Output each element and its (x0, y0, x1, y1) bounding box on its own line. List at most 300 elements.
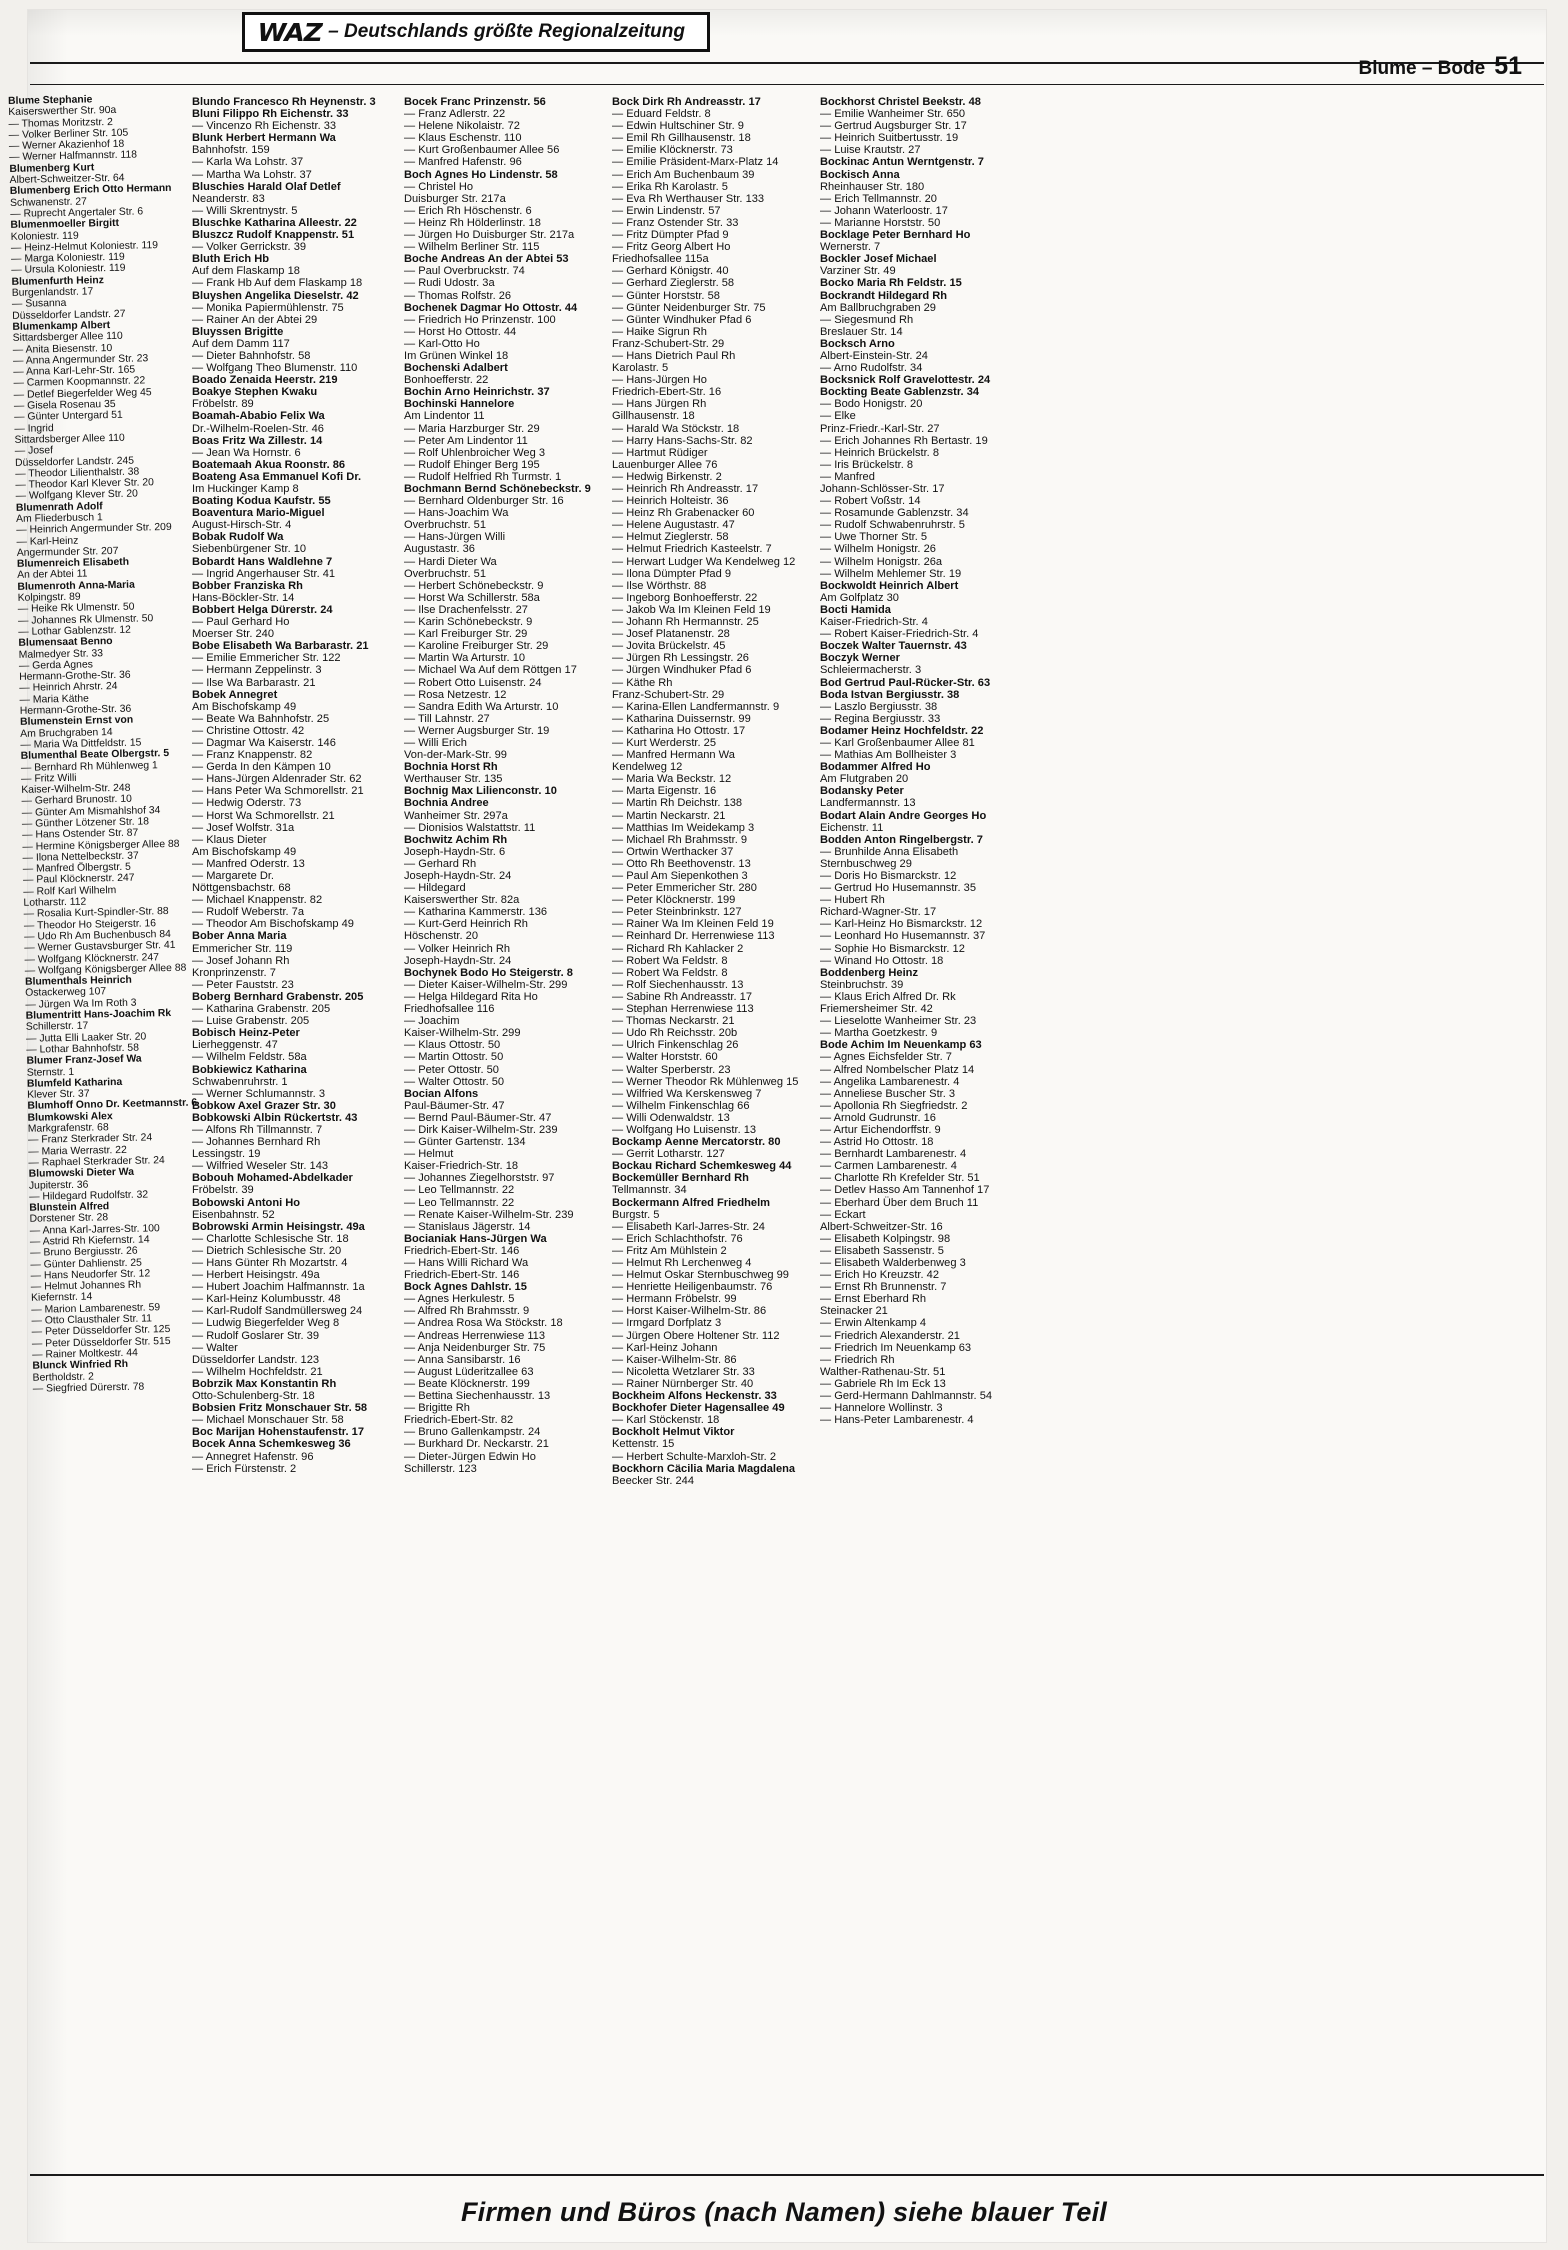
directory-entry-member: — Heinz Rh Hölderlinstr. 18 (404, 217, 598, 229)
directory-entry-member: — Elisabeth Kolpingstr. 98 (820, 1233, 1020, 1245)
directory-entry-address: Bonhoefferstr. 22 (404, 374, 489, 387)
directory-entry-member: — Hans-Jürgen Ho (612, 374, 806, 386)
directory-entry-address: Kaiserswerther Str. 82a (404, 894, 520, 907)
directory-entry-address: Albert-Schweitzer-Str. 64 (9, 172, 125, 187)
directory-entry-member: — Wilhelm Honigstr. 26 (820, 543, 1020, 555)
directory-entry-address: Kaiser-Friedrich-Str. 18 (404, 1160, 519, 1173)
directory-entry-member: — Elisabeth Karl-Jarres-Str. 24 (612, 1221, 806, 1233)
directory-entry-member: — Frank Hb Auf dem Flaskamp 18 (192, 277, 390, 289)
directory-entry-member: — Katharina Ho Ottostr. 17 (612, 725, 806, 737)
directory-entry-member: — Dagmar Wa Kaiserstr. 146 (192, 737, 390, 749)
directory-entry-member: — Rainer Nürnberger Str. 40 (612, 1378, 806, 1390)
directory-entry-member: — Ilse Drachenfelsstr. 27 (404, 604, 598, 616)
directory-entry-member: — Christel Ho (404, 181, 598, 193)
directory-entry-member: — Günter Gartenstr. 134 (404, 1136, 598, 1148)
directory-entry-member: — Johann Rh Hermannstr. 25 (612, 616, 806, 628)
directory-entry-name: Boating Kodua Kaufstr. 55 (192, 495, 331, 508)
directory-entry-name: Blundo Francesco Rh Heynenstr. 3 (192, 96, 376, 108)
directory-entry-member: — Heike Rk Ulmenstr. 50 (18, 601, 188, 616)
directory-entry-name: Bockrandt Hildegard Rh (820, 289, 947, 302)
directory-entry-address: Hermann-Grothe-Str. 36 (19, 703, 132, 717)
directory-entry-member: — Carmen Koopmannstr. 22 (13, 375, 183, 390)
directory-entry-member: — Edwin Hultschiner Str. 9 (612, 120, 806, 132)
directory-entry-name: Bockheim Alfons Heckenstr. 33 (612, 1390, 777, 1403)
directory-entry-member: — Walter Sperberstr. 23 (612, 1064, 806, 1076)
directory-entry-name: Blumenroth Anna-Maria (17, 579, 135, 593)
directory-entry-name: Bluszcz Rudolf Knappenstr. 51 (192, 229, 355, 242)
directory-entry-name: Blumhoff Onno Dr. Keetmannstr. 6 (27, 1097, 198, 1113)
directory-entry-member: — Horst Kaiser-Wilhelm-Str. 86 (612, 1305, 806, 1317)
directory-entry-member: — Gerhard Königstr. 40 (612, 265, 806, 277)
directory-entry-name: Bluschies Harald Olaf Detlef (192, 180, 341, 193)
directory-entry-name: Boamah-Ababio Felix Wa (192, 410, 325, 423)
directory-entry-member: — Beate Wa Bahnhofstr. 25 (192, 713, 390, 725)
directory-entry-name: Bockwoldt Heinrich Albert (820, 579, 959, 592)
directory-entry-member: — Hubert Joachim Halfmannstr. 1a (192, 1281, 390, 1293)
directory-entry-address: Otto-Schulenberg-Str. 18 (192, 1390, 315, 1403)
directory-entry-member: — Susanna (12, 296, 182, 311)
directory-entry-member: — Helmut Zieglerstr. 58 (612, 531, 806, 543)
directory-entry-member: — Marion Lambarenestr. 59 (31, 1301, 201, 1316)
directory-entry-member: — Alfons Rh Tillmannstr. 7 (192, 1124, 390, 1136)
directory-entry-member: — Günter Horststr. 58 (612, 290, 806, 302)
directory-entry-member: — Katharina Grabenstr. 205 (192, 1003, 390, 1015)
directory-entry-member: — Brunhilde Anna Elisabeth (820, 846, 1020, 858)
directory-entry-address: Schillerstr. 17 (25, 1020, 89, 1034)
directory-entry-member: — Maria Werrastr. 22 (28, 1143, 198, 1158)
directory-entry-member: — Arnold Gudrunstr. 16 (820, 1112, 1020, 1124)
directory-entry-member: — Udo Rh Reichsstr. 20b (612, 1027, 806, 1039)
directory-entry-member: — Doris Ho Bismarckstr. 12 (820, 870, 1020, 882)
directory-entry-address: Schleiermacherstr. 3 (820, 664, 922, 677)
directory-entry-member: — Ilse Wa Barbarastr. 21 (192, 677, 390, 689)
directory-entry-member: — Michael Monschauer Str. 58 (192, 1414, 390, 1426)
directory-entry-name: Bobbert Helga Dürerstr. 24 (192, 603, 333, 616)
directory-entry-member: — Herbert Schönebeckstr. 9 (404, 580, 598, 592)
directory-entry-member: — Robert Otto Luisenstr. 24 (404, 677, 598, 689)
directory-entry-member: — Jürgen Wa Im Roth 3 (25, 996, 195, 1011)
directory-entry-name: Bockler Josef Michael (820, 253, 937, 266)
directory-entry-member: — Jürgen Obere Holtener Str. 112 (612, 1330, 806, 1342)
directory-entry-address: Kolpingstr. 89 (17, 591, 81, 604)
directory-entry-member: — Willi Skrentnystr. 5 (192, 205, 390, 217)
directory-entry-member: — Robert Voßstr. 14 (820, 495, 1020, 507)
directory-entry-member: — Rainer Moltkestr. 44 (32, 1346, 202, 1361)
directory-entry-member: — Gertrud Ho Husemannstr. 35 (820, 882, 1020, 894)
directory-entry-member: — Rosamunde Gablenzstr. 34 (820, 507, 1020, 519)
directory-entry-member: — Karla Wa Lohstr. 37 (192, 156, 390, 168)
directory-entry-address: Sittardsberger Allee 110 (12, 331, 123, 345)
directory-entry-member: — Wilhelm Feldstr. 58a (192, 1051, 390, 1063)
directory-entry-address: Duisburger Str. 217a (404, 192, 506, 205)
directory-entry-member: — Rudolf Weberstr. 7a (192, 906, 390, 918)
directory-entry-name: Bockhofer Dieter Hagensallee 49 (612, 1402, 785, 1415)
directory-entry-member: — Lieselotte Wanheimer Str. 23 (820, 1015, 1020, 1027)
directory-entry-member: — Renate Kaiser-Wilhelm-Str. 239 (404, 1209, 598, 1221)
directory-entry-member: — Paul Overbruckstr. 74 (404, 265, 598, 277)
directory-entry-member: — Jürgen Windhuker Pfad 6 (612, 664, 806, 676)
directory-entry-member: — Fritz Willi (21, 770, 191, 785)
directory-entry-member: — Emilie Präsident-Marx-Platz 14 (612, 156, 806, 168)
directory-entry-member: — Kurt Großenbaumer Allee 56 (404, 144, 598, 156)
directory-entry-member: — Ingrid Angerhauser Str. 41 (192, 568, 390, 580)
directory-entry-member: — Anja Neidenburger Str. 75 (404, 1342, 598, 1354)
directory-entry-member: — Rosalia Kurt-Spindler-Str. 88 (24, 906, 194, 921)
directory-entry-name: Bobrowski Armin Heisingstr. 49a (192, 1220, 365, 1233)
directory-entry-name: Bochnig Max Lilienconstr. 10 (404, 785, 557, 798)
directory-entry-member: — Ursula Koloniestr. 119 (11, 262, 181, 277)
directory-entry-member: — Siegesmund Rh (820, 314, 1020, 326)
directory-entry-member: — Hartmut Rüdiger (612, 447, 806, 459)
directory-entry-name: Bobowski Antoni Ho (192, 1196, 301, 1209)
directory-entry-member: — Jürgen Ho Duisburger Str. 217a (404, 229, 598, 241)
directory-entry-name: Boche Andreas An der Abtei 53 (404, 253, 569, 266)
directory-entry-name: Bocian Alfons (404, 1087, 479, 1100)
directory-entry-member: — Michael Rh Brahmsstr. 9 (612, 834, 806, 846)
directory-entry-member: — Gerd-Hermann Dahlmannstr. 54 (820, 1390, 1020, 1402)
directory-entry-name: Blumenstein Ernst von (19, 715, 134, 729)
directory-entry-name: Boaventura Mario-Miguel (192, 507, 325, 520)
directory-entry-member: — Hans Neudorfer Str. 12 (31, 1267, 201, 1282)
directory-entry-address: Hans-Böckler-Str. 14 (192, 591, 295, 604)
directory-entry-name: Boberg Bernhard Grabenstr. 205 (192, 990, 364, 1003)
directory-entry-member: — Thomas Moritzstr. 2 (8, 115, 178, 130)
directory-entry-member: — Martin Neckarstr. 21 (612, 810, 806, 822)
directory-entry-member: — Brigitte Rh (404, 1402, 598, 1414)
directory-entry-member: — Ernst Eberhard Rh (820, 1293, 1020, 1305)
directory-entry-member: — Detlev Hasso Am Tannenhof 17 (820, 1184, 1020, 1196)
directory-entry-address: Siebenbürgener Str. 10 (192, 543, 307, 556)
directory-entry-member: — Hans-Jürgen Willi (404, 531, 598, 543)
directory-entry-member: — Joachim (404, 1015, 598, 1027)
directory-entry-member: — Walter Ottostr. 50 (404, 1076, 598, 1088)
directory-entry-member: — Richard Rh Kahlacker 2 (612, 943, 806, 955)
directory-entry-member: — Helmut Johannes Rh (31, 1279, 201, 1294)
directory-entry-member: — Klaus Dieter (192, 834, 390, 846)
directory-entry-name: Boczyk Werner (820, 652, 900, 665)
directory-entry-address: Ostackerweg 107 (25, 986, 107, 1000)
directory-entry-member: — Ulrich Finkenschlag 26 (612, 1039, 806, 1051)
directory-entry-member: — Dirk Kaiser-Wilhelm-Str. 239 (404, 1124, 598, 1136)
directory-entry-address: Wanheimer Str. 297a (404, 809, 508, 822)
directory-entry-name: Bocek Anna Schemkesweg 36 (192, 1438, 351, 1451)
directory-entry-member: — Gerhard Zieglerstr. 58 (612, 277, 806, 289)
directory-entry-name: Bochynek Bodo Ho Steigerstr. 8 (404, 966, 573, 979)
directory-entry-address: Kronprinzenstr. 7 (192, 966, 276, 979)
directory-entry-member: — Bettina Siechenhausstr. 13 (404, 1390, 598, 1402)
directory-entry-member: — Martin Ottostr. 50 (404, 1051, 598, 1063)
directory-entry-member: — Eckart (820, 1209, 1020, 1221)
directory-entry-name: Bockholt Helmut Viktor (612, 1426, 735, 1439)
directory-entry-address: Wernerstr. 7 (820, 241, 881, 254)
directory-entry-member: — Thomas Rolfstr. 26 (404, 290, 598, 302)
directory-entry-member: — Katharina Kammerstr. 136 (404, 906, 598, 918)
directory-entry-name: Bockhorn Cäcilia Maria Magdalena (612, 1462, 796, 1475)
directory-entry-member: — Fritz Georg Albert Ho (612, 241, 806, 253)
directory-entry-address: Werthauser Str. 135 (404, 773, 503, 786)
directory-entry-member: — Hans Ostender Str. 87 (22, 827, 192, 842)
directory-entry-member: — Astrid Ho Ottostr. 18 (820, 1136, 1020, 1148)
directory-entry-address: Kaiser-Wilhelm-Str. 299 (404, 1027, 521, 1040)
directory-entry-member: — Andrea Rosa Wa Stöckstr. 18 (404, 1317, 598, 1329)
directory-entry-member: — Friedrich Ho Prinzenstr. 100 (404, 314, 598, 326)
directory-entry-member: — Annegret Hafenstr. 96 (192, 1451, 390, 1463)
waz-logo: WAZ (257, 17, 322, 47)
directory-entry-address: Im Grünen Winkel 18 (404, 349, 509, 362)
directory-entry-member: — Iris Brückelstr. 8 (820, 459, 1020, 471)
directory-entry-member: — Johannes Bernhard Rh (192, 1136, 390, 1148)
directory-entry-member: — Dionisios Walstattstr. 11 (404, 822, 598, 834)
directory-entry-member: — Wilhelm Mehlemer Str. 19 (820, 568, 1020, 580)
directory-entry-address: Rheinhauser Str. 180 (820, 180, 925, 193)
directory-entry-member: — Ilona Nettelbeckstr. 37 (23, 849, 193, 864)
directory-entry-name: Bocko Maria Rh Feldstr. 15 (820, 277, 962, 290)
directory-entry-address: Burgstr. 5 (612, 1208, 660, 1221)
directory-entry-member: — Kaiser-Wilhelm-Str. 86 (612, 1354, 806, 1366)
directory-entry-member: — Paul Klöcknerstr. 247 (23, 872, 193, 887)
directory-entry-address: Schwabenruhrstr. 1 (192, 1075, 288, 1088)
directory-entry-member: — Werner Halfmannstr. 118 (9, 149, 179, 164)
page-header-right (1358, 52, 1522, 81)
directory-entry-member: — Karl-Heinz Kolumbusstr. 48 (192, 1293, 390, 1305)
directory-entry-member: — Margarete Dr. (192, 870, 390, 882)
directory-entry-member: — Michael Wa Auf dem Röttgen 17 (404, 664, 598, 676)
directory-entry-member: — Erich Fürstenstr. 2 (192, 1463, 390, 1475)
directory-entry-name: Bodansky Peter (820, 785, 904, 798)
directory-entry-address: Lessingstr. 19 (192, 1148, 261, 1161)
directory-entry-member: — Wolfgang Ho Luisenstr. 13 (612, 1124, 806, 1136)
directory-entry-member: — Marta Eigenstr. 16 (612, 785, 806, 797)
directory-entry-member: — Heinrich Ahrstr. 24 (19, 680, 189, 695)
directory-entry-name: Bockhorst Christel Beekstr. 48 (820, 96, 981, 108)
directory-entry-name: Bobkow Axel Grazer Str. 30 (192, 1099, 336, 1112)
directory-entry-member: — Hans-Joachim Wa (404, 507, 598, 519)
directory-entry-address: Bahnhofstr. 159 (192, 144, 270, 157)
directory-entry-member: — Karoline Freiburger Str. 29 (404, 640, 598, 652)
directory-entry-name: Bodden Anton Ringelbergstr. 7 (820, 833, 983, 846)
directory-entry-member: — Hans Willi Richard Wa (404, 1257, 598, 1269)
directory-entry-member: — Helmut Friedrich Kasteelstr. 7 (612, 543, 806, 555)
directory-entry-member: — Manfred Oderstr. 13 (192, 858, 390, 870)
directory-entry-member: — Agnes Herkulestr. 5 (404, 1293, 598, 1305)
directory-entry-address: Malmedyer Str. 33 (18, 647, 104, 661)
directory-entry-member: — Marga Koloniestr. 119 (11, 251, 181, 266)
footer-note: Firmen und Büros (nach Namen) siehe blauer Teil (460, 2197, 1108, 2227)
directory-entry-address: Von-der-Mark-Str. 99 (404, 749, 507, 762)
directory-entry-member: — Peter Düsseldorfer Str. 125 (32, 1324, 202, 1339)
directory-entry-name: Boda Istvan Bergiusstr. 38 (820, 688, 960, 701)
directory-entry-member: — Peter Klöcknerstr. 199 (612, 894, 806, 906)
directory-entry-member: — Bernhard Rh Mühlenweg 1 (21, 759, 191, 774)
directory-entry-name: Bockinac Antun Werntgenstr. 7 (820, 156, 984, 169)
directory-entry-name: Bodammer Alfred Ho (820, 761, 931, 774)
directory-entry-member: — Hedwig Oderstr. 73 (192, 797, 390, 809)
directory-entry-member: — Hildegard (404, 882, 598, 894)
directory-entry-member: — Erich Ho Kreuzstr. 42 (820, 1269, 1020, 1281)
directory-entry-address: Eichenstr. 11 (820, 821, 884, 834)
directory-entry-name: Boas Fritz Wa Zillestr. 14 (192, 434, 323, 447)
directory-entry-member: — Elke (820, 410, 1020, 422)
directory-entry-member: — Herbert Schulte-Marxloh-Str. 2 (612, 1451, 806, 1463)
directory-entry-address: Sittardsberger Allee 110 (14, 432, 125, 446)
directory-entry-name: Bocksnick Rolf Gravelottestr. 24 (820, 374, 991, 387)
directory-entry-member: — Maria Wa Beckstr. 12 (612, 773, 806, 785)
directory-entry-member: — Beate Klöcknerstr. 199 (404, 1378, 598, 1390)
directory-entry-member: — Stanislaus Jägerstr. 14 (404, 1221, 598, 1233)
directory-entry-member: — Karl Freiburger Str. 29 (404, 628, 598, 640)
directory-entry-member: — Robert Kaiser-Friedrich-Str. 4 (820, 628, 1020, 640)
directory-entry-member: — Herwart Ludger Wa Kendelweg 12 (612, 556, 806, 568)
directory-entry-member: — Rudolf Goslarer Str. 39 (192, 1330, 390, 1342)
directory-entry-member: — Horst Wa Schmorellstr. 21 (192, 810, 390, 822)
directory-entry-address: Karolastr. 5 (612, 362, 669, 375)
directory-entry-name: Boddenberg Heinz (820, 966, 918, 979)
directory-entry-member: — Martha Wa Lohstr. 37 (192, 169, 390, 181)
directory-entry-member: — Kurt Werderstr. 25 (612, 737, 806, 749)
directory-entry-member: — Burkhard Dr. Neckarstr. 21 (404, 1438, 598, 1450)
directory-entry-address: Lierheggenstr. 47 (192, 1039, 278, 1052)
directory-entry-member: — Peter Düsseldorfer Str. 515 (32, 1335, 202, 1350)
directory-entry-member: — Monika Papiermühlenstr. 75 (192, 302, 390, 314)
directory-entry-member: — Josef Johann Rh (192, 955, 390, 967)
directory-entry-name: Blumensaat Benno (18, 636, 113, 650)
directory-entry-member: — Ruprecht Angertaler Str. 6 (10, 206, 180, 221)
directory-entry-address: Markgrafenstr. 68 (27, 1122, 109, 1135)
directory-entry-member: — Ilona Dümpter Pfad 9 (612, 568, 806, 580)
directory-entry-address: Jupiterstr. 36 (28, 1179, 89, 1192)
directory-entry-member: — Robert Wa Feldstr. 8 (612, 967, 806, 979)
directory-entry-name: Bobisch Heinz-Peter (192, 1027, 300, 1040)
directory-entry-member: — Dieter Bahnhofstr. 58 (192, 350, 390, 362)
directory-entry-member: — Helene Nikolaistr. 72 (404, 120, 598, 132)
directory-entry-member: — Henriette Heiligenbaumstr. 76 (612, 1281, 806, 1293)
directory-entry-member: — Hannelore Wollinstr. 3 (820, 1402, 1020, 1414)
directory-entry-name: Bocklage Peter Bernhard Ho (820, 229, 971, 242)
directory-entry-member: — Rolf Siechenhausstr. 13 (612, 979, 806, 991)
directory-entry-name: Boch Agnes Ho Lindenstr. 58 (404, 168, 558, 181)
directory-entry-member: — Gertrud Augsburger Str. 17 (820, 120, 1020, 132)
directory-entry-member: — Helene Augustastr. 47 (612, 519, 806, 531)
directory-entry-member: — Erich Schlachthofstr. 76 (612, 1233, 806, 1245)
directory-entry-member: — Jean Wa Hornstr. 6 (192, 447, 390, 459)
directory-entry-member: — Manfred (820, 471, 1020, 483)
directory-entry-member: — Charlotte Schlesische Str. 18 (192, 1233, 390, 1245)
directory-entry-member: — Wilhelm Finkenschlag 66 (612, 1100, 806, 1112)
directory-entry-address: Augustastr. 36 (404, 543, 475, 556)
directory-entry-member: — Karl-Rudolf Sandmüllersweg 24 (192, 1305, 390, 1317)
directory-entry-name: Blunck Winfried Rh (32, 1359, 129, 1372)
directory-entry-member: — Bernhard Oldenburger Str. 16 (404, 495, 598, 507)
directory-entry-member: — Josef Wolfstr. 31a (192, 822, 390, 834)
directory-entry-member: — Hermann Fröbelstr. 99 (612, 1293, 806, 1305)
directory-entry-member: — Volker Heinrich Rh (404, 943, 598, 955)
directory-entry-address: Tellmannstr. 34 (612, 1184, 687, 1197)
directory-entry-name: Bockemüller Bernhard Rh (612, 1172, 749, 1185)
directory-entry-member: — Walter (192, 1342, 390, 1354)
directory-entry-member: — Franz Ostender Str. 33 (612, 217, 806, 229)
directory-entry-member: — Willi Erich (404, 737, 598, 749)
directory-entry-member: — Horst Ho Ottostr. 44 (404, 326, 598, 338)
directory-entry-member: — Winand Ho Ottostr. 18 (820, 955, 1020, 967)
directory-entry-member: — Jovita Brückelstr. 45 (612, 640, 806, 652)
directory-entry-member: — Emilie Wanheimer Str. 650 (820, 108, 1020, 120)
directory-entry-member: — Paul Am Siepenkothen 3 (612, 870, 806, 882)
directory-entry-member: — Karl-Heinz Ho Bismarckstr. 12 (820, 918, 1020, 930)
directory-entry-member: — Martin Wa Arturstr. 10 (404, 652, 598, 664)
directory-entry-member: — Robert Wa Feldstr. 8 (612, 955, 806, 967)
header-rule-bottom (30, 84, 1544, 85)
directory-entry-member: — Sophie Ho Bismarckstr. 12 (820, 943, 1020, 955)
directory-entry-address: Beecker Str. 244 (612, 1474, 695, 1487)
directory-entry-member: — Alfred Nombelscher Platz 14 (820, 1064, 1020, 1076)
directory-entry-member: — Gerda In den Kämpen 10 (192, 761, 390, 773)
directory-entry-member: — Siegfried Dürerstr. 78 (33, 1380, 203, 1395)
directory-entry-address: Auf dem Flaskamp 18 (192, 265, 300, 278)
directory-entry-name: Bluth Erich Hb (192, 253, 270, 266)
directory-entry-member: — Karin Schönebeckstr. 9 (404, 616, 598, 628)
directory-entry-member: — Gerda Agnes (19, 657, 189, 672)
directory-entry-member: — Dieter-Jürgen Edwin Ho (404, 1451, 598, 1463)
directory-entry-member: — Uwe Thorner Str. 5 (820, 531, 1020, 543)
directory-entry-name: Blumfeld Katharina (26, 1076, 123, 1090)
directory-entry-name: Blume Stephanie (7, 94, 93, 107)
directory-entry-address: Nöttgensbachstr. 68 (192, 882, 291, 895)
directory-entry-member: — Heinrich Suitbertusstr. 19 (820, 132, 1020, 144)
directory-entry-member: — Günter Dahlienstr. 25 (30, 1256, 200, 1271)
directory-entry-member: — Udo Rh Am Buchenbusch 84 (24, 929, 194, 944)
directory-entry-name: Bockisch Anna (820, 168, 900, 181)
directory-entry-member: — Dietrich Schlesische Str. 20 (192, 1245, 390, 1257)
directory-entry-member: — Fritz Dümpter Pfad 9 (612, 229, 806, 241)
directory-entry-name: Bluni Filippo Rh Eichenstr. 33 (192, 108, 349, 121)
directory-entry-member: — Erika Rh Karolastr. 5 (612, 181, 806, 193)
directory-entry-address: Bertholdstr. 2 (32, 1371, 94, 1384)
directory-entry-member: — Eduard Feldstr. 8 (612, 108, 806, 120)
directory-entry-member: — Helmut (404, 1148, 598, 1160)
directory-entry-name: Bode Achim Im Neuenkamp 63 (820, 1039, 982, 1052)
directory-entry-address: Overbruchstr. 51 (404, 567, 487, 580)
directory-entry-member: — Ingeborg Bonhoefferstr. 22 (612, 592, 806, 604)
directory-entry-member: — Till Lahnstr. 27 (404, 713, 598, 725)
directory-entry-member: — Heinz-Helmut Koloniestr. 119 (11, 240, 181, 255)
directory-entry-member: — Theodor Karl Klever Str. 20 (15, 477, 185, 492)
directory-entry-member: — Gabriele Rh Im Eck 13 (820, 1378, 1020, 1390)
directory-entry-member: — Gisela Rosenau 35 (14, 398, 184, 413)
directory-entry-member: — Hans-Peter Lambarenestr. 4 (820, 1414, 1020, 1426)
directory-entry-member: — Theodor Am Bischofskamp 49 (192, 918, 390, 930)
masthead-logo-box (242, 12, 710, 52)
directory-entry-name: Blumenkamp Albert (12, 319, 111, 333)
directory-entry-member: — Nicoletta Wetzlarer Str. 33 (612, 1366, 806, 1378)
directory-entry-member: — Hildegard Rudolfstr. 32 (29, 1188, 199, 1203)
directory-entry-name: Blumentritt Hans-Joachim Rk (25, 1008, 172, 1022)
directory-entry-member: — Klaus Eschenstr. 110 (404, 132, 598, 144)
directory-entry-member: — Anita Biesenstr. 10 (13, 341, 183, 356)
directory-entry-member: — Jürgen Rh Lessingstr. 26 (612, 652, 806, 664)
directory-entry-member: — Franz Adlerstr. 22 (404, 108, 598, 120)
directory-entry-member: — Rosa Netzestr. 12 (404, 689, 598, 701)
directory-entry-member: — Ilse Wörthstr. 88 (612, 580, 806, 592)
directory-entry-name: Bochwitz Achim Rh (404, 833, 508, 846)
directory-entry-address: Düsseldorfer Landstr. 123 (192, 1353, 320, 1366)
masthead (0, 0, 1568, 88)
directory-entry-name: Bochnia Andree (404, 797, 489, 810)
directory-entry-member: — Peter Ottostr. 50 (404, 1064, 598, 1076)
directory-entry-address: Neanderstr. 83 (192, 192, 265, 205)
directory-entry-address: Eisenbahnstr. 52 (192, 1208, 275, 1221)
directory-entry-member: — Klaus Ottostr. 50 (404, 1039, 598, 1051)
directory-entry-address: Auf dem Damm 117 (192, 337, 290, 350)
